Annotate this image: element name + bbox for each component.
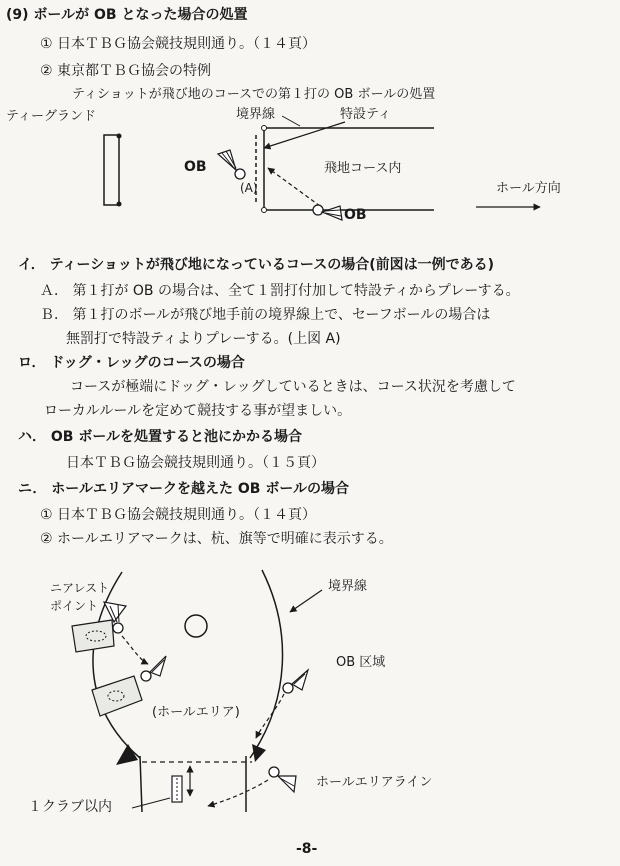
boundary-leader-2 bbox=[290, 590, 322, 612]
hole-area-left-post bbox=[140, 756, 142, 812]
hole-area-left-boundary bbox=[93, 572, 140, 758]
drop-area-marker bbox=[92, 676, 142, 716]
ob-bottom-label: OB bbox=[344, 207, 367, 223]
rule-ro-heading: ロ． ドッグ・レッグのコースの場合 bbox=[18, 355, 245, 371]
hole-area-label: (ホールエリア) bbox=[152, 705, 240, 720]
shuttle-ball-icon bbox=[218, 150, 245, 179]
shuttle-ball-icon bbox=[313, 205, 342, 220]
hole-area-mark-right bbox=[252, 744, 266, 762]
tee-ground-box bbox=[104, 134, 122, 207]
page-number: -8- bbox=[296, 841, 318, 857]
ob-area-label: OB 区域 bbox=[336, 655, 386, 670]
ob-left-label: OB bbox=[184, 159, 207, 175]
special-tee-label: 特設ティ bbox=[340, 107, 391, 122]
rule-ni-item-1: ① 日本ＴＢＧ協会競技規則通り。（１４頁） bbox=[40, 507, 316, 523]
rule-b-text-2: 無罰打で特設ティよりプレーする。(上図 A) bbox=[66, 331, 341, 347]
rule-i-heading: イ． ティーショットが飛び地になっているコースの場合(前図は一例である) bbox=[18, 257, 495, 273]
rule-ni-heading: ニ． ホールエリアマークを越えた OB ボールの場合 bbox=[18, 481, 350, 497]
point-a-label: (A) bbox=[240, 181, 258, 195]
shuttle-ball-icon bbox=[283, 670, 308, 693]
ob-ball-path bbox=[122, 636, 148, 664]
hole-area-right-boundary bbox=[250, 570, 283, 758]
shuttle-ball-icon bbox=[269, 767, 296, 792]
diagram-subheading: ティショットが飛び地のコースでの第１打の OB ボールの処置 bbox=[72, 87, 436, 102]
one-club-leader bbox=[132, 798, 170, 808]
rule-ro-text-1: コースが極端にドッグ・レッグしているときは、コース状況を考慮して bbox=[70, 379, 516, 395]
course-outline bbox=[262, 126, 435, 213]
course-inside-label: 飛地コース内 bbox=[324, 161, 402, 176]
boundary-line-label-2: 境界線 bbox=[328, 579, 368, 594]
rule-item-2: ② 東京都ＴＢＧ協会の特例 bbox=[40, 63, 212, 79]
boundary-leader bbox=[282, 116, 300, 126]
rule-ni-item-2: ② ホールエリアマークは、杭、旗等で明確に表示する。 bbox=[40, 531, 393, 547]
return-path bbox=[208, 780, 268, 806]
rule-ha-heading: ハ． OB ボールを処置すると池にかかる場合 bbox=[18, 429, 303, 445]
ball-path-arrow bbox=[268, 168, 320, 206]
rule-item-1: ① 日本ＴＢＧ協会競技規則通り。（１４頁） bbox=[40, 36, 316, 52]
section-heading: (9) ボールが OB となった場合の処置 bbox=[6, 7, 248, 23]
special-tee-arrow bbox=[264, 122, 345, 148]
nearest-point-marker bbox=[72, 620, 114, 652]
ob-region-path bbox=[256, 694, 284, 738]
one-club-label: １クラブ以内 bbox=[28, 799, 112, 815]
boundary-line-label: 境界線 bbox=[236, 107, 276, 122]
hole-area-mark-left bbox=[116, 744, 138, 765]
rule-ro-text-2: ローカルルールを定めて競技する事が望ましい。 bbox=[44, 403, 352, 419]
rule-b-text-1: Ｂ． 第１打のボールが飛び地手前の境界線上で、セーフボールの場合は bbox=[40, 307, 491, 323]
hole-direction-label: ホール方向 bbox=[496, 181, 561, 196]
nearest-point-label-1: ニアレスト bbox=[50, 581, 110, 595]
nearest-point-label-2: ポイント bbox=[50, 599, 99, 613]
shuttle-ball-icon bbox=[141, 656, 166, 681]
rule-ha-text: 日本ＴＢＧ協会競技規則通り。（１５頁） bbox=[66, 455, 325, 471]
rule-a-text: Ａ． 第１打が OB の場合は、全て１罰打付加して特設ティからプレーする。 bbox=[40, 283, 520, 299]
hole-area-line-label: ホールエリアライン bbox=[316, 775, 433, 790]
hole-cup bbox=[185, 615, 207, 637]
tee-ground-label: ティーグランド bbox=[6, 109, 96, 124]
